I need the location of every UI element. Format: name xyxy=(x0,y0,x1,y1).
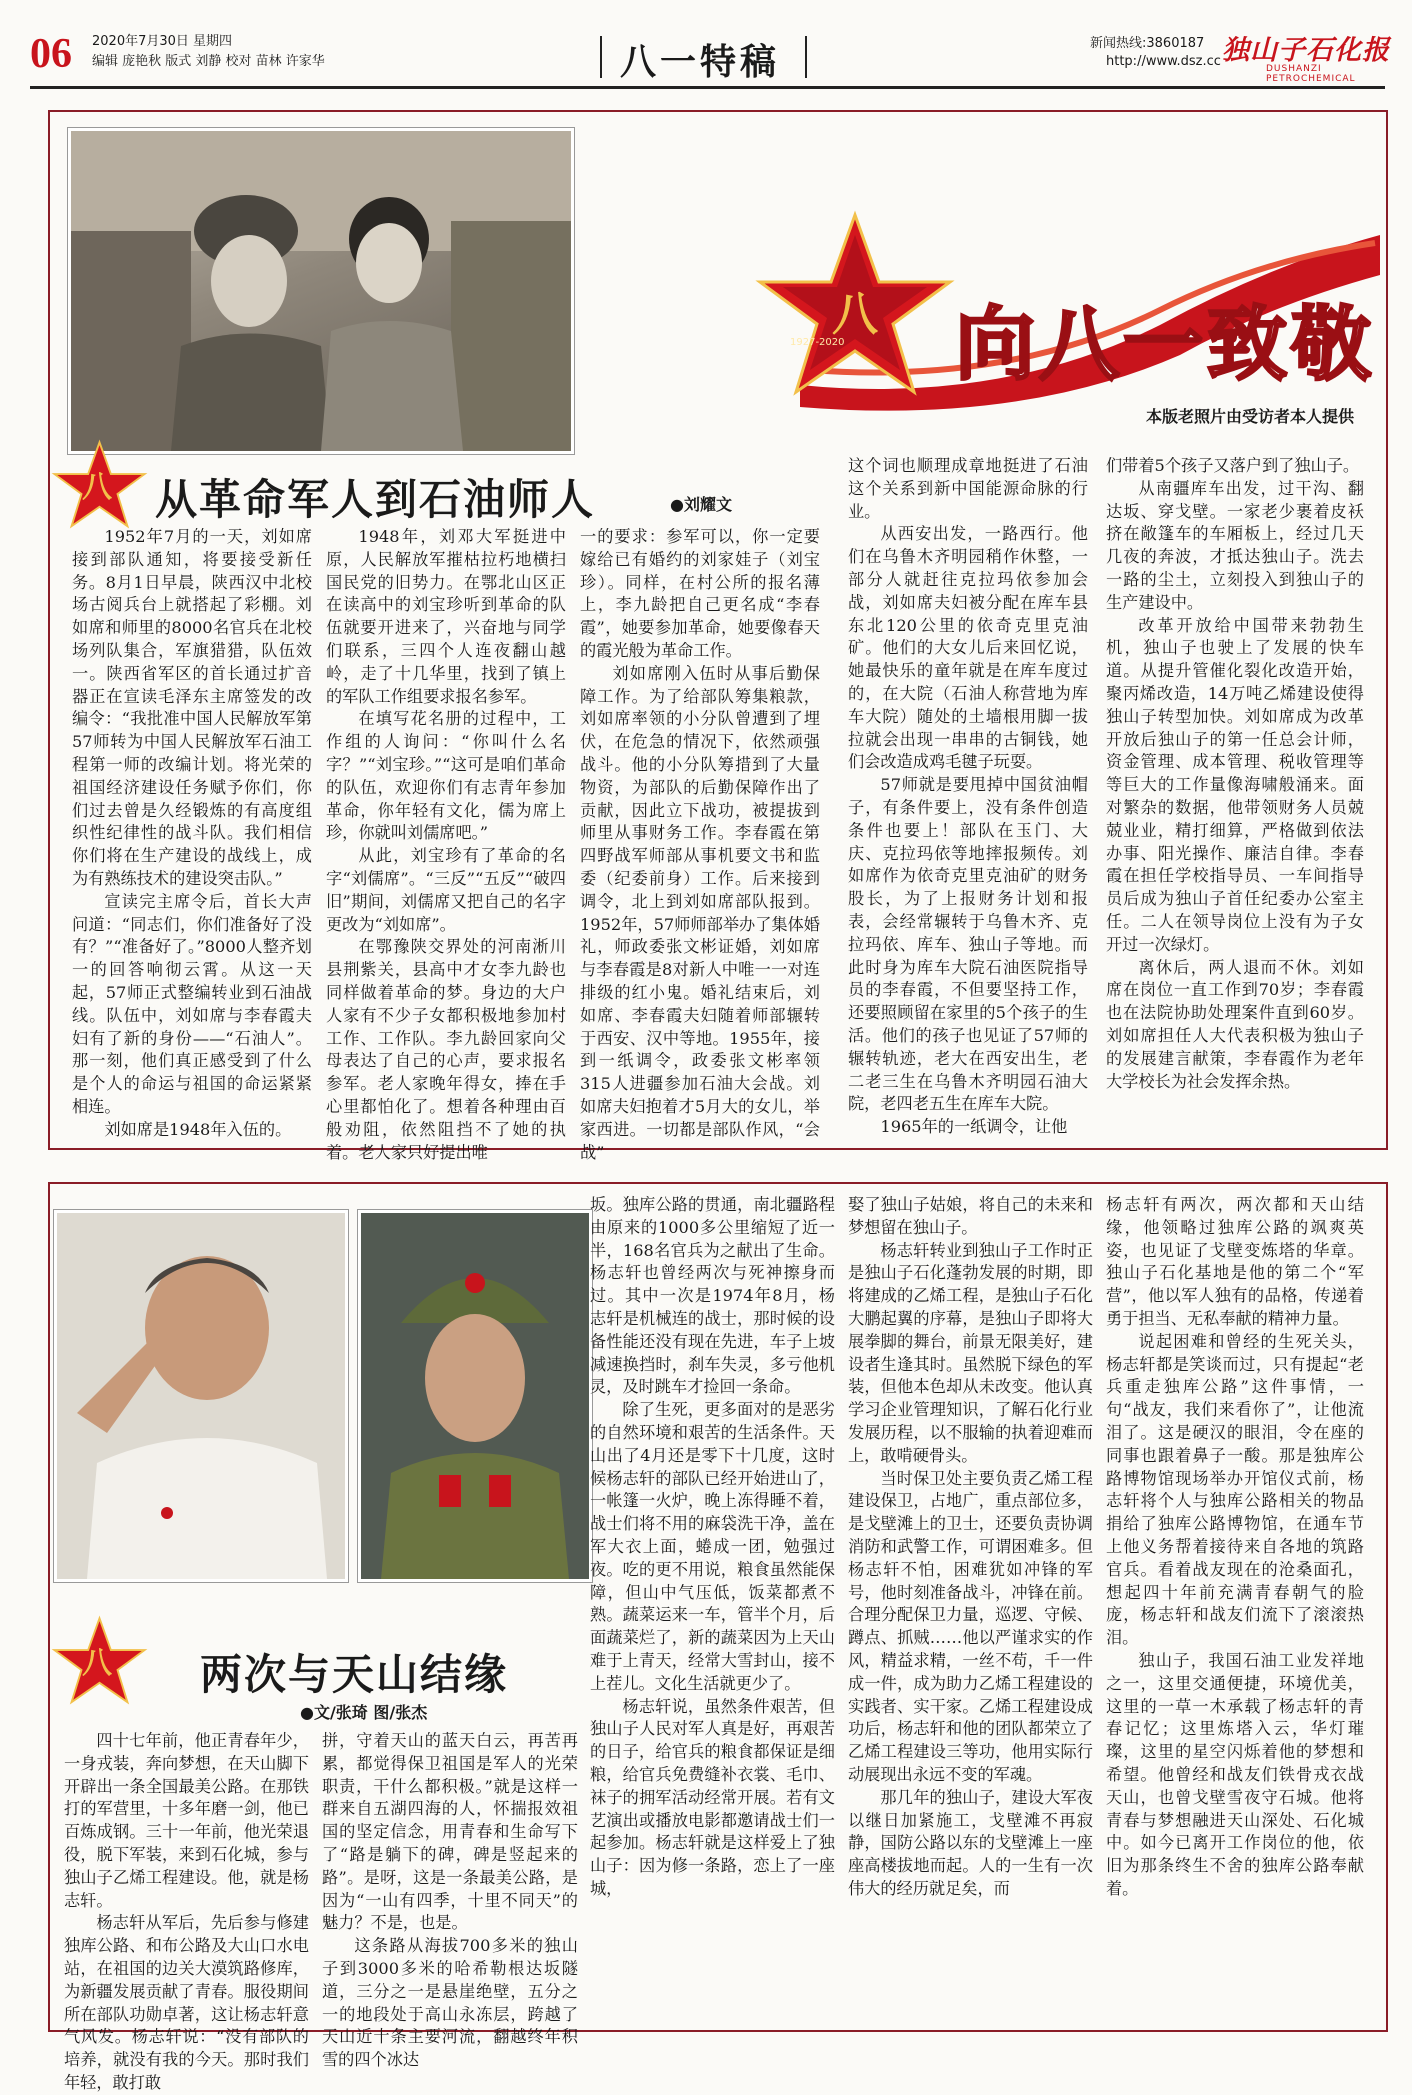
paragraph: 从南疆库车出发，过干沟、翻达坂、穿戈壁。一家老少裹着皮袄挤在敞篷车的车厢板上，经过几天几夜的奔波，才抵达独山子。洗去一路的尘土，立刻投入到独山子的生产建设中。 xyxy=(1106,478,1364,612)
paragraph: 独山子，我国石油工业发祥地之一，这里交通便捷，环境优美，这里的一草一木承载了杨志轩的青春记忆；这里炼塔入云，华灯璀璨，这里的星空闪烁着他的梦想和希望。他曾经和战友们铁骨戎衣战天山，也曾戈壁雪夜守石城。他将青春与梦想融进天山深处、石化城中。如今已离开工作岗位的他，依旧为那条终生不舍的独库公路奉献着。 xyxy=(1106,1650,1364,1898)
couple-photo xyxy=(68,128,574,454)
header-divider-right xyxy=(805,36,807,78)
paragraph: 四十七年前，他正青春年少，一身戎装，奔向梦想，在天山脚下开辟出一条全国最美公路。在那铁打的军营里，十多年磨一剑，他已百炼成钢。三十一年前，他光荣退役，脱下军装，来到石化城，参与独山子乙烯工程建设。他，就是杨志轩。 xyxy=(64,1731,309,1910)
paragraph: 离休后，两人退而不休。刘如席在岗位一直工作到70岁；李春霞也在法院协助处理案件直到60岁。刘如席担任人大代表积极为独山子的发展建言献策，李春霞作为老年大学校长为社会发挥余热。 xyxy=(1106,957,1364,1091)
paragraph: 1948年，刘邓大军挺进中原，人民解放军摧枯拉朽地横扫国民党的旧势力。在鄂北山区正在读高中的刘宝珍听到革命的队伍就要开进来了，兴奋地与同学们联系，三四个人连夜翻山越岭，走了十几华里，找到了镇上的军队工作组要求报名参军。 xyxy=(326,527,566,706)
saluting-veteran-icon xyxy=(57,1213,345,1579)
paragraph: 从西安出发，一路西行。他们在乌鲁木齐明园稍作休整，一部分人就赶往克拉玛依参加会战，刘如席夫妇被分配在库车县东北120公里的依奇克里克油矿。他们的大女儿后来回忆说，她最快乐的童年就是在库车度过的，在大院（石油人称营地为库车大院）随处的土墙根用脚一拔拉就会出现一串串的古铜钱，她们会改造成鸡毛毽子玩耍。 xyxy=(848,524,1088,772)
paragraph: 改革开放给中国带来勃勃生机，独山子也驶上了发展的快车道。从提升管催化裂化改造开始，聚丙烯改造，14万吨乙烯建设使得独山子转型加快。刘如席成为改革开放后独山子的第一任总会计师，资金管理、成本管理、税收管理等等巨大的工作量像海啸般涌来。面对繁杂的数据，他带领财务人员兢兢业业，精打细算，严格做到依法办事、阳光操作、廉洁自律。李春霞在担任学校指导员、一车间指导员后成为独山子首任纪委办公室主任。二人在领导岗位上没有为子女开过一次绿灯。 xyxy=(1106,615,1364,954)
paragraph: 从此，刘宝珍有了革命的名字“刘儒席”。“三反”“五反”“破四旧”期间，刘儒席又把自己的名字更改为“刘如席”。 xyxy=(326,846,566,934)
paragraph: 们带着5个孩子又落户到了独山子。 xyxy=(1106,456,1360,475)
editorial-staff: 编辑 庞艳秋 版式 刘静 校对 苗林 许家华 xyxy=(92,54,325,69)
article2-column-1 xyxy=(64,1730,309,2092)
paragraph: 宣读完主席令后，首长大声问道：“同志们，你们准备好了没有？”“准备好了。”8000人整齐划一的回答响彻云霄。从这一天起，57师正式整编转业到石油战线。队伍中，刘如席与李春霞夫妇有了新的身份——“石油人”。那一刻，他们真正感受到了什么是个人的命运与祖国的命运紧紧相连。 xyxy=(72,891,312,1116)
paragraph: 杨志轩说，虽然条件艰苦，但独山子人民对军人真是好，再艰苦的日子，给官兵的粮食都保证是细粮，给官兵免费缝补衣裳、毛巾、袜子的拥军活动经常开展。若有文艺演出或播放电影都邀请战士们一起参加。杨志轩就是这样爱上了独山子：因为修一条路，恋上了一座城， xyxy=(590,1696,835,1898)
headline1-star-glyph: 八 xyxy=(82,470,112,505)
page-number: 06 xyxy=(30,31,72,77)
paragraph: 57师就是要甩掉中国贫油帽子，有条件要上，没有条件创造条件也要上！部队在玉门、大庆、克拉玛依等地摔报频传。刘如席作为依奇克里克油矿的财务股长，为了上报财务计划和报表，会经常辗转于乌鲁木齐、克拉玛依、库车、独山子等地。而此时身为库车大院石油医院指导员的李春霞，不但要坚持工作，还要照顾留在家里的5个孩子的生活。他们的孩子也见证了57师的辗转轨迹，老大在西安出生，老二老三生在乌鲁木齐明园石油大院，老四老五生在库车大院。 xyxy=(848,775,1088,1114)
paragraph: 这条路从海拔700多米的独山子到3000多米的哈希勒根达坂隧道，三分之一是悬崖绝壁，五分之一的地段处于高山永冻层，跨越了天山近十条主要河流，翻越终年积雪的四个冰达 xyxy=(322,1936,578,2070)
paragraph: 杨志轩从军后，先后参与修建独库公路、和布公路及大山口水电站，在祖国的边关大漠筑路修库，为新疆发展贡献了青春。服役期间所在部队功勋卓著，这让杨志轩意气风发。杨志轩说：“没有部队的培养，就没有我的今天。那时我们年轻，敢打敢 xyxy=(64,1913,309,2092)
article1-headline: 从革命军人到石油师人 xyxy=(155,475,596,524)
paragraph: 娶了独山子姑娘，将自己的未来和梦想留在独山子。 xyxy=(848,1195,1093,1237)
website-link[interactable]: http://www.dsz.cc xyxy=(1106,54,1221,69)
young-soldier-portrait xyxy=(358,1210,592,1582)
paragraph: 杨志轩转业到独山子工作时正是独山子石化蓬勃发展的时期，即将建成的乙烯工程，是独山子石化大鹏起翼的序幕，是独山子即将大展拳脚的舞台，前景无限美好，建设者生逢其时。虽然脱下绿色的军装，但他本色却从未改变。他认真学习企业管理知识，了解石化行业发展历程，以不服输的执着迎难而上，敢啃硬骨头。 xyxy=(848,1240,1093,1465)
banner-slogan: 向八一致敬 xyxy=(955,297,1375,391)
young-soldier-icon xyxy=(361,1213,589,1579)
news-hotline: 新闻热线:3860187 xyxy=(1090,36,1205,51)
paragraph: 刘如席是1948年入伍的。 xyxy=(104,1119,292,1139)
article2-column-4 xyxy=(848,1194,1093,2024)
section-title: 八一特稿 xyxy=(620,41,781,83)
article2-column-5 xyxy=(1106,1194,1364,2024)
paragraph: 1952年7月的一天，刘如席接到部队通知，将要接受新任务。8月1日早晨，陕西汉中北校场古阅兵台上就搭起了彩棚。刘如席和师里的8000名官兵在北校场列队集合，军旗猎猎，队伍效一。陕西省军区的首长通过扩音器正在宣读毛泽东主席签发的改编令：“我批准中国人民解放军第57师转为中国人民解放军石油工程第一师的改编计划。将光荣的祖国经济建设任务赋予你们，你们过去曾是久经锻炼的有高度组织性纪律性的战斗队。我们相信你们将在生产建设的战线上，成为有熟练技术的建设突击队。” xyxy=(72,527,312,888)
paragraph: 这个词也顺理成章地挺进了石油这个关系到新中国能源命脉的行业。 xyxy=(848,456,1088,521)
paragraph: 拼，守着天山的蓝天白云，再苦再累，都觉得保卫祖国是军人的光荣职责，干什么都积极。”就是这样一群来自五湖四海的人，怀揣报效祖国的坚定信念，用青春和生命写下了“路是躺下的碑，碑是竖起来的路”。是呀，这是一条最美公路，是因为“一山有四季，十里不同天”的魅力？不是，也是。 xyxy=(322,1731,578,1933)
article2-column-3 xyxy=(590,1194,835,2024)
article1-column-5 xyxy=(1106,455,1364,1135)
article1-column-3 xyxy=(580,526,820,1162)
header-rule xyxy=(30,86,1385,89)
paragraph: 杨志轩有两次，两次都和天山结缘，他领略过独库公路的飒爽英姿，也见证了戈壁变炼塔的华章。独山子石化基地是他的第二个“军营”，他以军人独有的品格，传递着勇于担当、无私奉献的精神力量。 xyxy=(1106,1195,1364,1328)
masthead-subtitle: DUSHANZI PETROCHEMICAL xyxy=(1266,64,1356,84)
headline2-star-glyph: 八 xyxy=(82,1646,112,1681)
paragraph: 一的要求：参军可以，你一定要嫁给已有婚约的刘家娃子（刘宝珍）。同样，在村公所的报名薄上，李九龄把自己更名成“李春霞”，她要参加革命，她要像春天的霞光般为革命工作。 xyxy=(580,527,820,660)
article1-column-4 xyxy=(848,455,1088,1135)
paragraph: 在填写花名册的过程中，工作组的人询问：“你叫什么名字？”“刘宝珍。”“这可是咱们革命的队伍，欢迎你们有志青年参加革命，你年轻有文化，儒为席上珍，你就叫刘儒席吧。” xyxy=(326,709,566,843)
article1-byline: ●刘耀文 xyxy=(670,495,732,514)
article2-byline: ●文/张琦 图/张杰 xyxy=(300,1703,428,1722)
article2-headline: 两次与天山结缘 xyxy=(200,1650,509,1699)
paragraph: 刘如席刚入伍时从事后勤保障工作。为了给部队筹集粮款，刘如席率领的小分队曾遭到了埋伏，在危急的情况下，依然顽强战斗。他的小分队筹措到了大量物资，为部队的后勤保障作出了贡献，因此立下战功，被提拔到师里从事财务工作。李春霞在第四野战军师部从事机要文书和监委（纪委前身）工作。后来接到调令，北上到刘如席部队报到。1952年，57师师部举办了集体婚礼，师政委张文彬证婚，刘如席与李春霞是8对新人中唯一一对连排级的红小鬼。婚礼结束后，刘如席、李春霞夫妇随着师部辗转于西安、汉中等地。1955年，接到一纸调令，政委张文彬率领315人进疆参加石油大会战。刘如席夫妇抱着才5月大的女儿，举家西进。一切都是部队作风，“会战” xyxy=(580,663,820,1162)
saluting-veteran-photo xyxy=(54,1210,348,1582)
article1-column-1 xyxy=(72,526,312,1139)
newspaper-masthead: 独山子石化报 xyxy=(1222,35,1390,66)
paragraph: 说起困难和曾经的生死关头，杨志轩都是笑谈而过，只有提起“老兵重走独库公路”这件事情，一句“战友，我们来看你了”，让他流泪了。这是硬汉的眼泪，令在座的同事也跟着鼻子一酸。那是独库公路博物馆现场举办开馆仪式前，杨志轩将个人与独库公路相关的物品捐给了独库公路博物馆，在通车节上他义务帮着接待来自各地的筑路官兵。看着战友现在的沧桑面孔，想起四十年前充满青春朝气的脸庞，杨志轩和战友们流下了滚滚热泪。 xyxy=(1106,1331,1364,1648)
paragraph: 坂。独库公路的贯通，南北疆路程由原来的1000多公里缩短了近一半，168名官兵为之献出了生命。杨志轩也曾经两次与死神擦身而过。其中一次是1974年8月，杨志轩是机械连的战士，那时候的设备性能还没有现在先进，车子上坡减速换挡时，刹车失灵，多亏他机灵，及时跳车才捡回一条命。 xyxy=(590,1195,835,1397)
paragraph: 除了生死，更多面对的是恶劣的自然环境和艰苦的生活条件。天山出了4月还是零下十几度，这时候杨志轩的部队已经开始进山了，一帐篷一火炉，晚上冻得睡不着，战士们将不用的麻袋洗干净，盖在军大衣上面，蜷成一团，勉强过夜。吃的更不用说，粮食虽然能保障，但山中气压低，饭菜都煮不熟。蔬菜运来一车，管半个月，后面蔬菜烂了，新的蔬菜因为上天山难于上青天，经常大雪封山，接不上茬儿。文化生活就更少了。 xyxy=(590,1400,835,1693)
paragraph: 1965年的一纸调令，让他 xyxy=(880,1117,1068,1137)
photo-credit: 本版老照片由受访者本人提供 xyxy=(1146,407,1355,426)
header-divider-left xyxy=(600,36,602,78)
article1-column-2 xyxy=(326,526,566,1162)
paragraph: 那几年的独山子，建设大军夜以继日加紧施工，戈壁滩不再寂静，国防公路以东的戈壁滩上一座座高楼拔地而起。人的一生有一次伟大的经历就足矣，而 xyxy=(848,1787,1093,1898)
couple-photo-icon xyxy=(71,131,571,451)
paragraph: 在鄂豫陕交界处的河南淅川县荆紫关，县高中才女李九龄也同样做着革命的梦。身边的大户人家有不少子女都积极地参加村工作、工作队。李九龄回家向父母表达了自己的心声，要求报名参军。老人家晚年得女，捧在手心里都怕化了。想着各种理由百般劝阻，依然阻挡不了她的执着。老人家只好提出唯 xyxy=(326,937,566,1162)
issue-date: 2020年7月30日 星期四 xyxy=(92,34,233,49)
star-years: 1927-2020 xyxy=(790,337,845,348)
big-star-glyph: 八 xyxy=(832,287,878,341)
article2-column-2 xyxy=(322,1730,578,2070)
paragraph: 当时保卫处主要负责乙烯工程建设保卫，占地广，重点部位多，是戈壁滩上的卫士，还要负责协调消防和武警工作，可谓困难多。但杨志轩不怕，困难犹如冲锋的军号，他时刻准备战斗，冲锋在前。合理分配保卫力量，巡逻、守候、蹲点、抓贼……他以严谨求实的作风，精益求精，一丝不苟，千一件成一件，成为助力乙烯工程建设的实践者、实干家。乙烯工程建设成功后，杨志轩和他的团队都荣立了乙烯工程建设三等功，他用实际行动展现出永远不变的军魂。 xyxy=(848,1468,1093,1784)
